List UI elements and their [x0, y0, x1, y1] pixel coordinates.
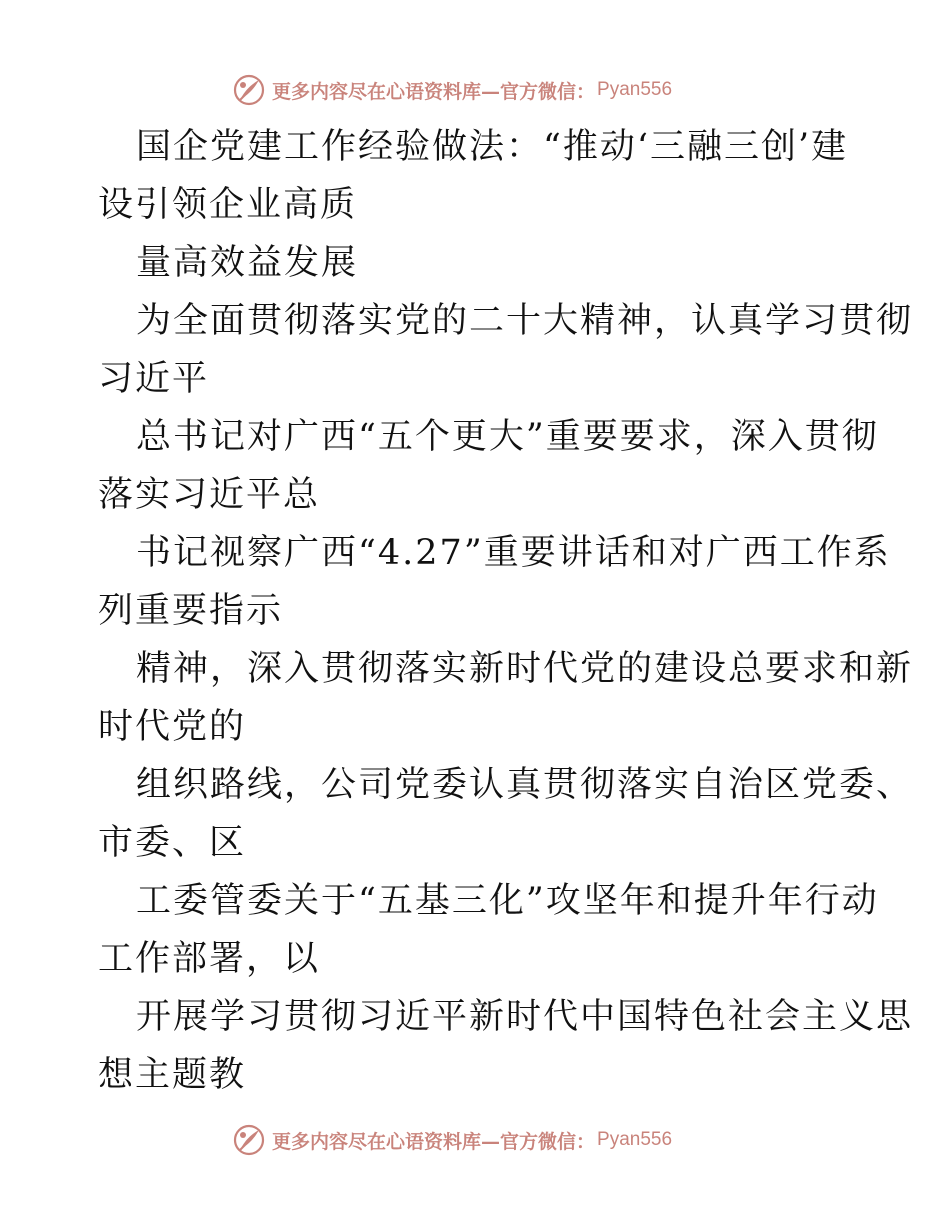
banner-text: 更多内容尽在心语资料库—官方微信： — [272, 1130, 596, 1153]
text-line: 习近平 — [98, 359, 210, 399]
text-line: 设引领企业高质 — [98, 185, 358, 225]
text-line: 时代党的 — [98, 707, 247, 747]
header-watermark-banner — [232, 70, 672, 110]
text-line: 组织路线，公司党委认真贯彻落实自治区党委、 — [136, 765, 914, 805]
banner-account: Pyan556 — [597, 79, 673, 100]
text-line: 列重要指示 — [98, 591, 284, 631]
text-line: 国企党建工作经验做法：“推动‘三融三创’建 — [136, 127, 849, 167]
text-line: 工作部署，以 — [98, 939, 321, 979]
text-line: 量高效益发展 — [136, 243, 359, 283]
text-line: 精神，深入贯彻落实新时代党的建设总要求和新 — [136, 649, 914, 689]
banner-account: Pyan556 — [597, 1129, 673, 1150]
text-line: 落实习近平总 — [98, 475, 321, 515]
text-line: 总书记对广西“五个更大”重要要求，深入贯彻 — [136, 417, 879, 457]
banner-text: 更多内容尽在心语资料库—官方微信： — [272, 80, 596, 103]
text-line: 工委管委关于“五基三化”攻坚年和提升年行动 — [136, 881, 879, 921]
text-line: 为全面贯彻落实党的二十大精神，认真学习贯彻 — [136, 301, 914, 341]
text-line: 市委、区 — [98, 823, 247, 863]
quill-pen-logo-icon — [232, 1123, 266, 1157]
quill-pen-logo-icon — [232, 73, 266, 107]
text-line: 想主题教 — [98, 1055, 247, 1095]
document-body — [98, 118, 914, 1104]
text-line: 开展学习贯彻习近平新时代中国特色社会主义思 — [136, 997, 914, 1037]
text-line: 书记视察广西“4.27”重要讲话和对广西工作系 — [136, 533, 891, 573]
footer-watermark-banner — [232, 1120, 672, 1160]
